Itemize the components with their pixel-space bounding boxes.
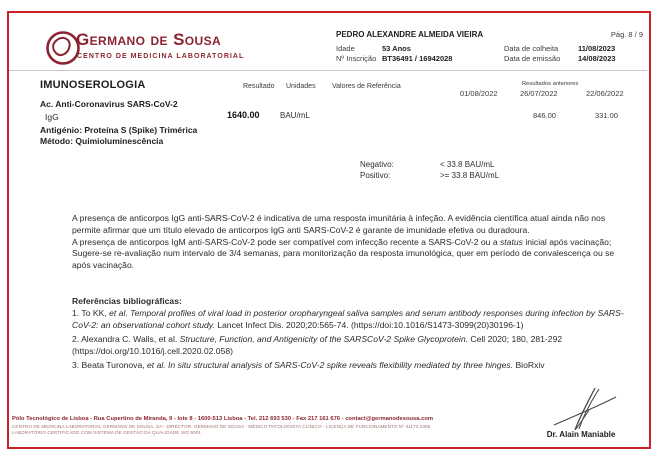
- references-block: [72, 296, 624, 374]
- reference-2-authors: 2. Alexandra C. Walls, et al.: [72, 333, 180, 344]
- reference-3-source: BioRxiv: [513, 359, 545, 370]
- signature-name: Dr. Alain Maniable: [546, 430, 616, 439]
- column-header-unidades: Unidades: [286, 83, 316, 90]
- column-header-resultado: Resultado: [243, 83, 275, 90]
- footer-certification-line: LABORATÓRIO CERTIFICADO COM SISTEMA DE GESTÃO DA QUALIDADE ISO 9001: [12, 430, 202, 435]
- column-header-resultados-anteriores: Resultados anteriores: [522, 81, 579, 87]
- colheita-label: Data de colheita: [504, 44, 559, 53]
- reference-1-source: Lancet Infect Dis. 2020;20:565-74. (https://doi:10.1016/S1473-3099(20)30196-1): [214, 319, 524, 330]
- result-value: 1640.00: [227, 110, 260, 120]
- method-line: Método: Quimioluminescência: [40, 136, 164, 146]
- comment-paragraph-2-text: A presença de anticorpos IgM anti-SARS-CoV-2 pode ser compatível com infecção recente a SARS-CoV-2 ou a: [72, 236, 500, 247]
- reference-2-title: Structure, Function, and Antigenicity of the SARSCoV-2 Spike Glycoprotein.: [179, 333, 468, 344]
- brand-name: Germano de Sousa: [76, 30, 222, 49]
- patient-name: PEDRO ALEXANDRE ALMEIDA VIEIRA: [336, 30, 484, 39]
- previous-result-1: 846.00: [533, 111, 556, 120]
- test-group-title: Ac. Anti-Coronavirus SARS-CoV-2: [40, 99, 178, 109]
- date-current: 01/08/2022: [460, 89, 498, 98]
- reference-positivo-value: >= 33.8 BAU/mL: [440, 171, 500, 180]
- inscricao-label: Nº Inscrição: [336, 54, 377, 63]
- idade-label: Idade: [336, 44, 355, 53]
- comment-paragraph-2-rest: inicial após vacinação;: [522, 236, 612, 247]
- result-unit: BAU/mL: [280, 111, 310, 120]
- reference-negativo-label: Negativo:: [360, 160, 394, 169]
- references-heading: Referências bibliográficas:: [72, 296, 182, 306]
- colheita-value: 11/08/2023: [578, 44, 616, 53]
- comment-paragraph-1: A presença de anticorpos IgG anti-SARS-CoV-2 é indicativa de uma resposta imunitária à infeção. A evidência científica atual ainda não nos permite afirmar que um título elevado de anticorpos IgG anti SARS-CoV-2 é garante de imunidade efetiva ou duradoura.: [72, 213, 606, 235]
- emissao-value: 14/08/2023: [578, 54, 616, 63]
- inscricao-value: BT36491 / 16942028: [382, 54, 453, 63]
- comment-paragraph-3: Sugere-se re-avaliação num intervalo de 3/4 semanas, para monitorização da resposta imunológica, quer em período de convalescença ou se após vacinação.: [72, 248, 615, 271]
- reference-1-authors: 1. To KK,: [72, 307, 110, 318]
- reference-negativo-value: < 33.8 BAU/mL: [440, 160, 495, 169]
- reference-item-2: [72, 334, 624, 358]
- signature-icon: [540, 384, 624, 432]
- emissao-label: Data de emissão: [504, 54, 561, 63]
- section-title: IMUNOSEROLOGIA: [40, 79, 146, 91]
- reference-item-1: [72, 308, 624, 332]
- column-header-valores-referencia: Valores de Referência: [332, 83, 401, 90]
- brand-subtitle: CENTRO DE MEDICINA LABORATORIAL: [77, 53, 245, 60]
- footer-address-line: Pólo Tecnológico de Lisboa - Rua Cupertino de Miranda, 9 - lote 8 - 1600-513 Lisboa - Tel. 212 693 530 - Fax 217 161 676 - contact@germanodesousa.com: [12, 416, 434, 422]
- antigen-line: Antigénio: Proteína S (Spike) Trimérica: [40, 125, 198, 135]
- date-previous-1: 26/07/2022: [520, 89, 558, 98]
- header-divider: [9, 70, 647, 71]
- reference-3-title: et al. In situ structural analysis of SARS-CoV-2 spike reveals flexibility mediated by three hinges.: [147, 359, 514, 370]
- page-number: Pág. 8 / 9: [610, 30, 643, 39]
- reference-2-source: Cell 2020; 180, 281-292 (https://doi.org/10.1016/j.cell.2020.02.058): [72, 333, 563, 356]
- reference-item-3: [72, 360, 624, 372]
- reference-positivo-label: Positivo:: [360, 171, 391, 180]
- reference-3-authors: 3. Beata Turonova,: [72, 359, 148, 370]
- reference-1-title: et al. Temporal profiles of viral load in posterior oropharyngeal saliva samples and serum antibody responses during infection by SARS-CoV-2: an observational cohort study.: [72, 307, 624, 330]
- comment-paragraph-2: [72, 237, 624, 249]
- comment-paragraph-2-italic: status: [500, 236, 523, 247]
- test-name: IgG: [45, 112, 59, 122]
- previous-result-2: 331.00: [595, 111, 618, 120]
- comments-block: [72, 213, 624, 272]
- idade-value: 53 Anos: [382, 44, 411, 53]
- date-previous-2: 22/06/2022: [586, 89, 624, 98]
- footer-registration-line: CENTRO DE MEDICINA LABORATORIAL GERMANO DE SOUSA, SA - DIRECTOR: GERMANO DE SOUSA - MÉDICO PATOLOGISTA CLÍNICO - LICENÇA DE FUNCIONAMENTO Nº 31173.2355: [12, 424, 431, 429]
